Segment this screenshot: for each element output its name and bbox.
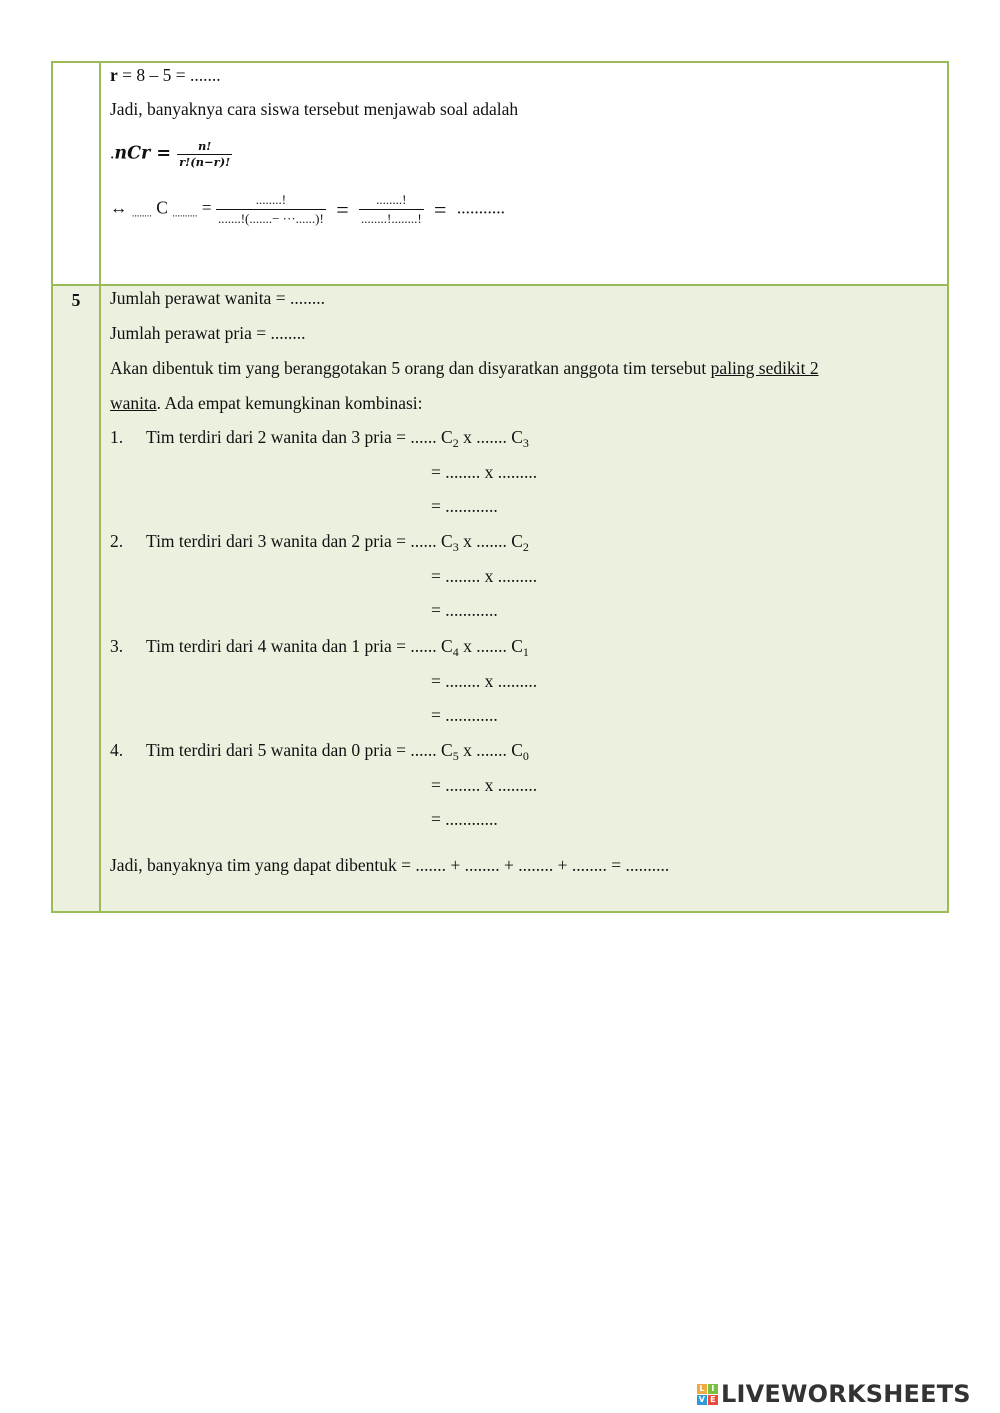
intro-line-1: [110, 358, 819, 379]
combination-item: [110, 740, 529, 761]
row-content-cell: [100, 62, 948, 285]
item-sub-men: 1: [522, 645, 529, 659]
formula-numerator: n!: [177, 139, 232, 155]
item-text[interactable]: Tim terdiri dari 2 wanita dan 3 pria = ...... C: [146, 427, 453, 447]
equals-sign: =: [434, 196, 447, 222]
item-step-multiply[interactable]: = ........ x .........: [431, 671, 538, 691]
worksheet-table: [51, 61, 949, 913]
table-row: [52, 285, 948, 912]
blank-r[interactable]: ..........: [172, 208, 198, 220]
logo-square: L: [697, 1384, 707, 1394]
item-number: 1.: [110, 427, 124, 447]
conclusion-text: Jadi, banyaknya cara siswa tersebut menjawab soal adalah: [110, 99, 519, 119]
formula-lhs: nCr: [114, 143, 151, 164]
combination-item: [110, 636, 529, 657]
combination-formula: [110, 139, 232, 170]
row-content-cell: [100, 285, 948, 912]
equals-sign: =: [201, 197, 212, 218]
combination-item: [110, 427, 529, 448]
item-step-multiply[interactable]: = ........ x .........: [431, 566, 538, 586]
female-count-line[interactable]: Jumlah perawat wanita = ........: [110, 288, 325, 308]
item-sub-men: 3: [522, 436, 529, 450]
r-expression: = 8 – 5 = .......: [117, 65, 221, 85]
expansion-fraction-1: [216, 191, 326, 228]
item-step-result[interactable]: = ............: [431, 496, 498, 516]
intro-line-2: [110, 393, 423, 414]
liveworksheets-watermark: [697, 1377, 971, 1411]
intro-text-end: . Ada empat kemungkinan kombinasi:: [156, 393, 423, 413]
watermark-text: LIVEWORKSHEETS: [721, 1380, 971, 1408]
c-symbol: C: [156, 197, 168, 218]
row-number-cell: [52, 285, 100, 912]
intro-emphasis-1: paling sedikit 2: [710, 358, 819, 378]
item-number: 3.: [110, 636, 124, 656]
fraction-1-denominator[interactable]: .......!(.......− ···......)!: [217, 211, 324, 226]
equivalence-arrow: ↔: [110, 197, 128, 218]
item-mid[interactable]: x ....... C: [458, 740, 523, 760]
item-mid[interactable]: x ....... C: [458, 636, 523, 656]
combination-item: [110, 531, 529, 552]
item-sub-women: 4: [452, 645, 459, 659]
expansion-result-blank[interactable]: ...........: [456, 197, 505, 218]
item-mid[interactable]: x ....... C: [458, 531, 523, 551]
item-number: 4.: [110, 740, 124, 760]
r-label: r: [110, 65, 118, 85]
formula-fraction: [177, 139, 232, 170]
item-sub-women: 2: [452, 436, 459, 450]
blank-n[interactable]: ........: [131, 208, 152, 220]
item-sub-men: 0: [522, 749, 529, 763]
male-count-line[interactable]: Jumlah perawat pria = ........: [110, 323, 306, 343]
item-text[interactable]: Tim terdiri dari 5 wanita dan 0 pria = ...... C: [146, 740, 453, 760]
logo-square: I: [708, 1384, 718, 1394]
item-step-result[interactable]: = ............: [431, 809, 498, 829]
formula-denominator: r!(n−r)!: [179, 155, 231, 169]
intro-emphasis-2: wanita: [110, 393, 157, 413]
item-step-result[interactable]: = ............: [431, 705, 498, 725]
item-mid[interactable]: x ....... C: [458, 427, 523, 447]
liveworksheets-logo-icon: [697, 1384, 718, 1405]
item-text[interactable]: Tim terdiri dari 3 wanita dan 2 pria = ...... C: [146, 531, 453, 551]
r-value-line: [110, 65, 221, 86]
equals-sign: =: [336, 196, 349, 222]
logo-square: E: [708, 1395, 718, 1405]
item-text[interactable]: Tim terdiri dari 4 wanita dan 1 pria = ...... C: [146, 636, 453, 656]
intro-text: Akan dibentuk tim yang beranggotakan 5 orang dan disyaratkan anggota tim tersebut: [110, 358, 711, 378]
formula-expansion: [110, 191, 505, 228]
expansion-fraction-2: [359, 191, 424, 228]
table-row: [52, 62, 948, 285]
item-sub-men: 2: [522, 540, 529, 554]
fraction-2-numerator[interactable]: ........!: [359, 191, 424, 210]
item-sub-women: 5: [452, 749, 459, 763]
formula-equals: =: [150, 143, 178, 164]
fraction-1-numerator[interactable]: ........!: [216, 191, 326, 210]
item-step-result[interactable]: = ............: [431, 600, 498, 620]
fraction-2-denominator[interactable]: ........!........!: [361, 211, 422, 226]
row-number: 5: [71, 290, 81, 310]
item-number: 2.: [110, 531, 124, 551]
formula-lead: .: [110, 142, 115, 163]
final-conclusion-line[interactable]: Jadi, banyaknya tim yang dapat dibentuk = ....... + ........ + ........ + ........ = ..........: [110, 855, 670, 875]
item-sub-women: 3: [452, 540, 459, 554]
item-step-multiply[interactable]: = ........ x .........: [431, 462, 538, 482]
logo-square: V: [698, 1394, 706, 1404]
row-number-cell: [52, 62, 100, 285]
item-step-multiply[interactable]: = ........ x .........: [431, 775, 538, 795]
